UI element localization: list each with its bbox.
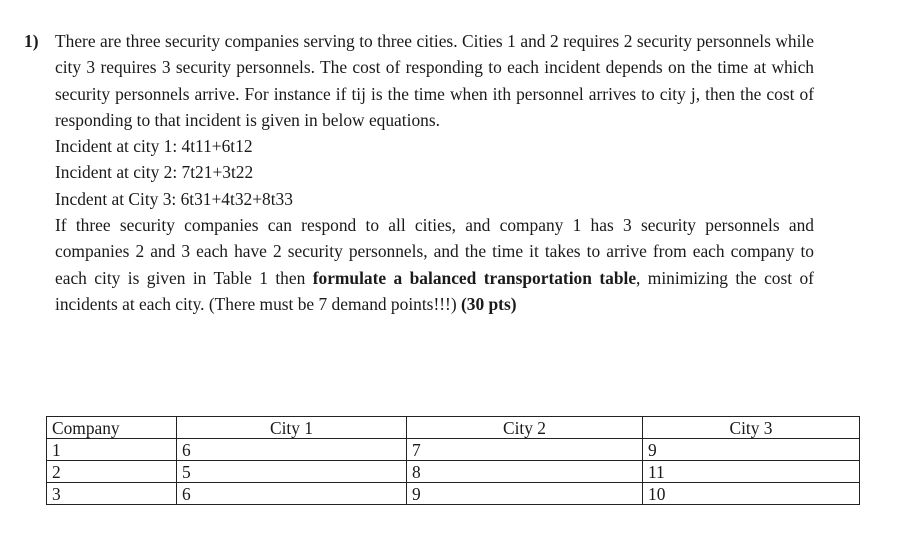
cell-city1: 6: [177, 483, 407, 505]
equation-city2: Incident at city 2: 7t21+3t22: [55, 162, 254, 183]
table-row: [47, 483, 860, 505]
header-company: Company: [47, 417, 177, 439]
points-label: (30 pts): [460, 293, 517, 314]
cell-company: 3: [47, 483, 177, 505]
problem-statement: [24, 28, 814, 317]
task-text-cont: , minimizing the cost of incidents at each city. (There must be 7 demand points!!!): [55, 267, 814, 314]
header-city1: City 1: [177, 417, 407, 439]
cell-city3: 11: [643, 461, 860, 483]
cell-city1: 6: [177, 439, 407, 461]
table-header-row: [47, 417, 860, 439]
cell-city2: 8: [407, 461, 643, 483]
header-city3: City 3: [643, 417, 860, 439]
cell-city2: 7: [407, 439, 643, 461]
times-table: [46, 416, 860, 505]
task-bold: formulate a balanced transportation table: [312, 267, 637, 288]
cell-city3: 9: [643, 439, 860, 461]
cell-city2: 9: [407, 483, 643, 505]
problem-intro: There are three security companies serving to three cities. Cities 1 and 2 requires 2 security personnels while city 3 requires 3 security personnels. The cost of responding to each incident depends on the time at which security personnels arrive. For instance if tij is the time when ith personnel arrives to city j, then the cost of responding to that incident is given in below equations.: [55, 31, 814, 130]
equation-city3: Incdent at City 3: 6t31+4t32+8t33: [55, 188, 293, 209]
task-text: If three security companies can respond to all cities, and company 1 has 3 security personnels and companies 2 and 3 each have 2 security personnels, and the time it takes to arrive from each company to each city is given in Table 1 then: [55, 215, 814, 288]
cell-company: 1: [47, 439, 177, 461]
cell-city3: 10: [643, 483, 860, 505]
cell-company: 2: [47, 461, 177, 483]
table-row: [47, 439, 860, 461]
cell-city1: 5: [177, 461, 407, 483]
equation-city1: Incident at city 1: 4t11+6t12: [55, 136, 253, 157]
problem-task: [55, 212, 814, 317]
header-city2: City 2: [407, 417, 643, 439]
problem-number: 1): [24, 31, 39, 51]
table-row: [47, 461, 860, 483]
